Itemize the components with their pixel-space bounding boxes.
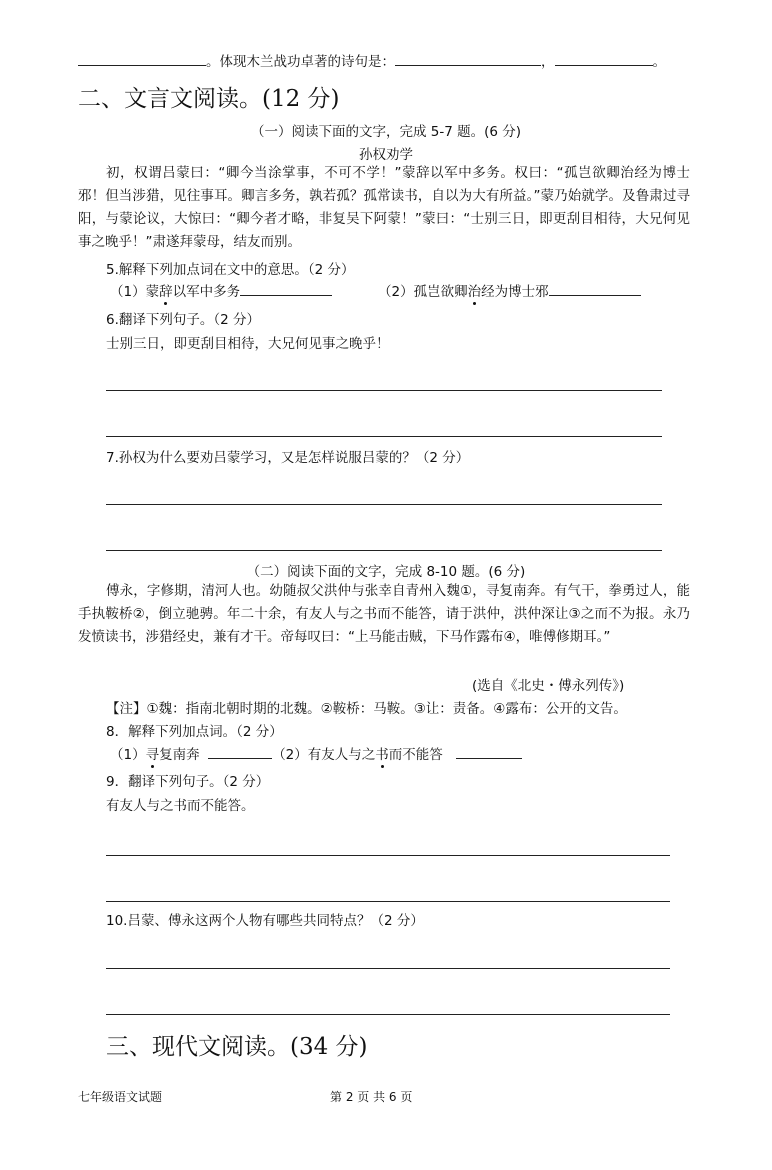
answer-blank[interactable] — [395, 51, 541, 66]
part2-instruction: （二）阅读下面的文字，完成 8-10 题。(6 分) — [246, 564, 526, 580]
answer-line[interactable] — [106, 550, 662, 551]
answer-line[interactable] — [106, 968, 670, 969]
section3-heading: 三、现代文阅读。(34 分) — [106, 1034, 368, 1060]
dotted-word: 寻 — [145, 747, 160, 763]
top-line-text: 。体现木兰战功卓著的诗句是： — [206, 54, 395, 70]
top-fill-line — [78, 50, 666, 70]
question-5-item-2: （2）孤岂欲卿治经为博士邪 — [378, 280, 641, 300]
answer-line[interactable] — [106, 504, 662, 505]
question-8: 8．解释下列加点词。（2 分） — [106, 724, 283, 740]
answer-blank[interactable] — [240, 281, 332, 296]
top-line-comma: ， — [541, 54, 555, 70]
dotted-word: 辞 — [159, 284, 173, 300]
answer-blank[interactable] — [456, 744, 522, 759]
dotted-word: 治 — [467, 284, 482, 300]
answer-blank[interactable] — [208, 744, 272, 759]
answer-blank[interactable] — [78, 51, 206, 66]
question-10: 10.吕蒙、傅永这两个人物有哪些共同特点？（2 分） — [106, 913, 424, 929]
question-9-sentence: 有友人与之书而不能答。 — [106, 798, 255, 814]
answer-blank[interactable] — [549, 281, 641, 296]
question-5: 5.解释下列加点词在文中的意思。（2 分） — [106, 262, 355, 278]
answer-line[interactable] — [106, 855, 670, 856]
answer-line[interactable] — [106, 436, 662, 437]
passage2-source: (选自《北史・傅永列传》) — [472, 678, 625, 694]
footer-left: 七年级语文试题 — [78, 1090, 163, 1104]
question-8-items: （1）寻复南奔 （2）有友人与之书而不能答 — [110, 743, 522, 763]
answer-line[interactable] — [106, 901, 670, 902]
passage2-note: 【注】①魏：指南北朝时期的北魏。②鞍桥：马鞍。③让：责备。④露布：公开的文告。 — [106, 701, 627, 717]
answer-line[interactable] — [106, 390, 662, 391]
answer-line[interactable] — [106, 1014, 670, 1015]
question-9: 9．翻译下列句子。（2 分） — [106, 774, 270, 790]
top-line-end: 。 — [652, 54, 666, 70]
section2-heading: 二、文言文阅读。(12 分) — [78, 86, 340, 112]
question-5-item-1: （1）蒙辞以军中多务 — [110, 280, 332, 300]
dotted-word: 书 — [375, 747, 389, 763]
answer-blank[interactable] — [555, 51, 653, 66]
part1-instruction: （一）阅读下面的文字，完成 5-7 题。(6 分) — [250, 124, 522, 140]
question-7: 7.孙权为什么要劝吕蒙学习，又是怎样说服吕蒙的？（2 分） — [106, 450, 470, 466]
question-6: 6.翻译下列句子。（2 分） — [106, 312, 261, 328]
footer-page-number: 第 2 页 共 6 页 — [330, 1090, 413, 1104]
passage1-title: 孙权劝学 — [359, 147, 413, 163]
passage1-text: 初，权谓吕蒙曰：“卿今当涂掌事，不可不学！”蒙辞以军中多务。权曰：“孤岂欲卿治经为博士邪！但当涉猎，见往事耳。卿言多务，孰若孤？孤常读书，自以为大有所益。”蒙乃始就学。及鲁肃过寻阳，与蒙论议，大惊曰：“卿今者才略，非复吴下阿蒙！”蒙曰：“士别三日，即更刮目相待，大兄何见事之晚乎！”肃遂拜蒙母，结友而别。 — [78, 165, 690, 250]
question-6-sentence: 士别三日，即更刮目相待，大兄何见事之晚乎！ — [106, 336, 390, 352]
passage2-text: 傅永，字修期，清河人也。幼随叔父洪仲与张幸自青州入魏①，寻复南奔。有气干，拳勇过人，能手执鞍桥②，倒立驰骋。年二十余，有友人与之书而不能答，请于洪仲，洪仲深让③之而不为报。永乃发愤读书，涉猎经史，兼有才干。帝每叹曰：“上马能击贼，下马作露布④，唯傅修期耳。” — [78, 583, 690, 645]
